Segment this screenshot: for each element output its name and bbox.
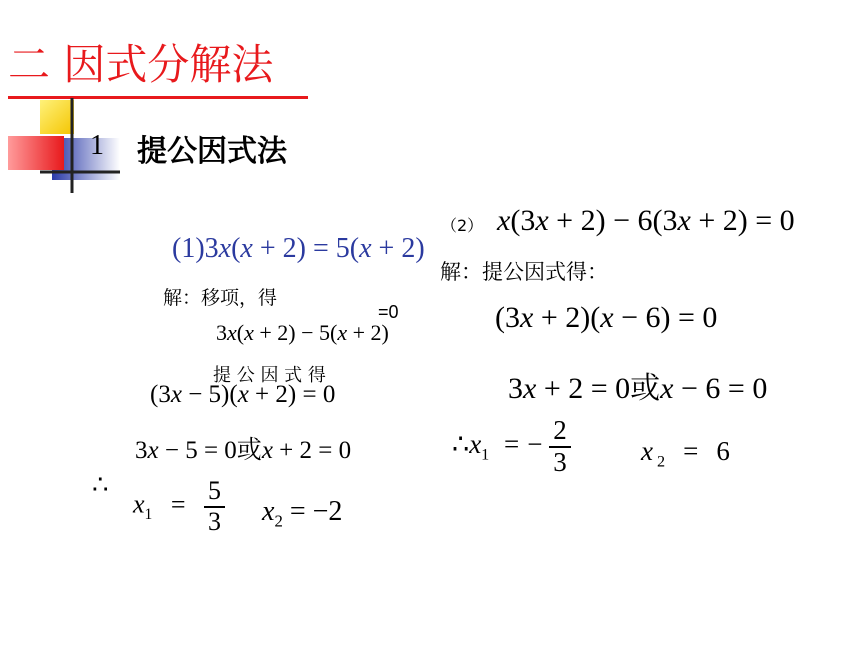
- fraction-numerator: 5: [204, 477, 225, 508]
- equals-zero-note: =0: [378, 302, 399, 322]
- problem-2: x(3x + 2) − 6(3x + 2) = 0: [497, 204, 795, 237]
- step-3-equation: 3x − 5 = 0或x + 2 = 0: [135, 437, 352, 464]
- solution-label-1: 解：移项，得: [163, 287, 278, 309]
- fraction-numerator: 2: [549, 416, 571, 448]
- fraction-denominator: 3: [208, 506, 222, 536]
- therefore-symbol: ∴: [92, 470, 109, 499]
- page-title: 二 因式分解法: [8, 40, 274, 89]
- factor-label: 提 公 因 式 得: [213, 365, 326, 386]
- step-2-equation-right: 3x + 2 = 0或x − 6 = 0: [508, 372, 768, 405]
- solution-x1-right: $\therefore x_1$ = − $\frac{2}{3}$: [452, 416, 571, 477]
- step-1-expression: 3x(x + 2) − 5(x + 2): [216, 320, 389, 345]
- x2-value: 6: [716, 436, 730, 466]
- fraction-denominator: 3: [553, 446, 567, 477]
- step-1-equation-right: (3x + 2)(x − 6) = 0: [495, 301, 718, 334]
- solution-x2-left: $x_2 = -2$: [262, 496, 343, 531]
- solution-x1-left: $x_1$ = $\frac{5}{3}$: [133, 477, 225, 536]
- problem-2-number: （2）: [441, 216, 484, 235]
- step-2-equation: (3x − 5)(x + 2) = 0: [150, 381, 336, 408]
- solution-label-2: 解：提公因式得：: [440, 260, 608, 284]
- solution-x2-right: x $_2$ = 6: [641, 436, 730, 471]
- section-heading: 提公因式法: [137, 134, 287, 169]
- section-number: 1: [90, 130, 104, 161]
- problem-1: (1)3x(x + 2) = 5(x + 2): [172, 233, 425, 264]
